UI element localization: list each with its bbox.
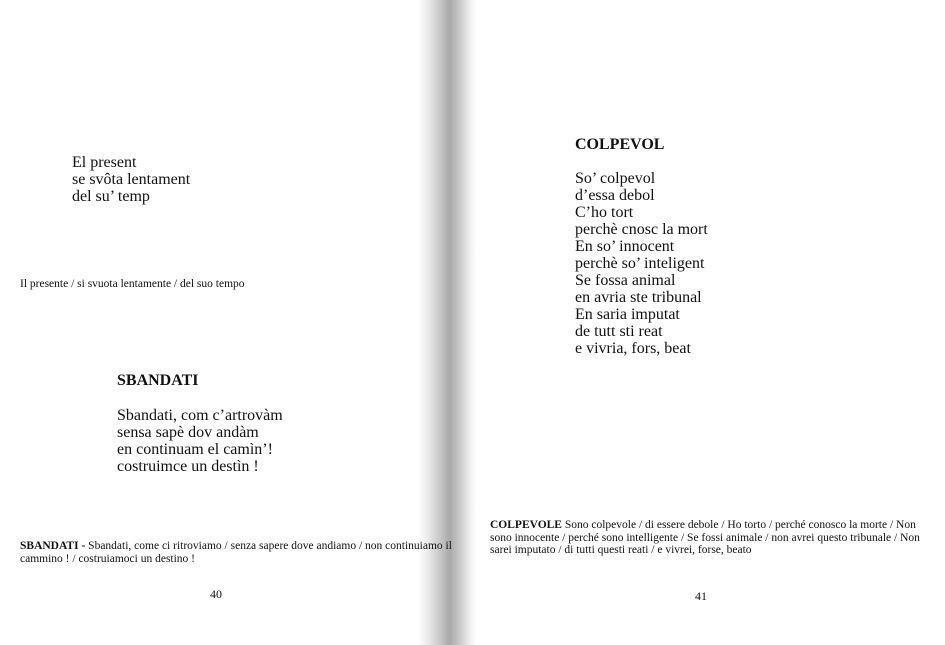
translation-el-present: Il presente / si svuota lentamente / del suo tempo: [20, 278, 245, 290]
translation-text: Sono colpevole / di essere debole / Ho torto / perché conosco la morte / Non sono innocente / perché sono intelligente / Se fossi animale / non avrei questo tribunale / Non sarei imputato / di tutti questi reati / e vivrei, forse, beato: [490, 519, 920, 556]
left-page: [0, 0, 452, 645]
poem-line: d’essa debol: [575, 187, 655, 204]
translation-title: SBANDATI -: [20, 540, 89, 552]
translation-title: COLPEVOLE: [490, 519, 565, 531]
poem-colpevol: [575, 170, 708, 357]
page-number-right: 41: [695, 589, 707, 603]
poem-line: En saria imputat: [575, 306, 680, 323]
translation-sbandati: [20, 540, 460, 565]
poem-line: del su’ temp: [72, 188, 150, 205]
poem-line: C’ho tort: [575, 204, 634, 221]
poem-line: El present: [72, 154, 137, 171]
poem-line: en avria ste tribunal: [575, 289, 702, 306]
translation-colpevol: [490, 519, 922, 557]
poem-title-colpevol: COLPEVOL: [575, 136, 665, 153]
poem-line: Sbandati, com c’artrovàm: [117, 407, 283, 424]
poem-title-sbandati: SBANDATI: [117, 372, 199, 389]
poem-line: se svôta lentament: [72, 171, 191, 188]
poem-line: So’ colpevol: [575, 170, 656, 187]
poem-line: perchè cnosc la mort: [575, 221, 708, 238]
poem-line: perchè so’ inteligent: [575, 255, 705, 272]
poem-line: costruimce un destìn !: [117, 458, 259, 475]
poem-line: Se fossa animal: [575, 272, 676, 289]
poem-line: En so’ innocent: [575, 238, 675, 255]
poem-sbandati: [117, 407, 283, 475]
poem-line: de tutt sti reat: [575, 323, 663, 340]
poem-line: en continuam el camìn’!: [117, 441, 273, 458]
poem-el-present: [72, 154, 190, 205]
translation-text: Sbandati, come ci ritroviamo / senza sapere dove andiamo / non continuiamo il cammino ! / costruiamoci un destino !: [20, 540, 452, 565]
poem-line: sensa sapè dov andàm: [117, 424, 259, 441]
page-number-left: 40: [210, 587, 222, 601]
poem-line: e vivria, fors, beat: [575, 340, 691, 357]
